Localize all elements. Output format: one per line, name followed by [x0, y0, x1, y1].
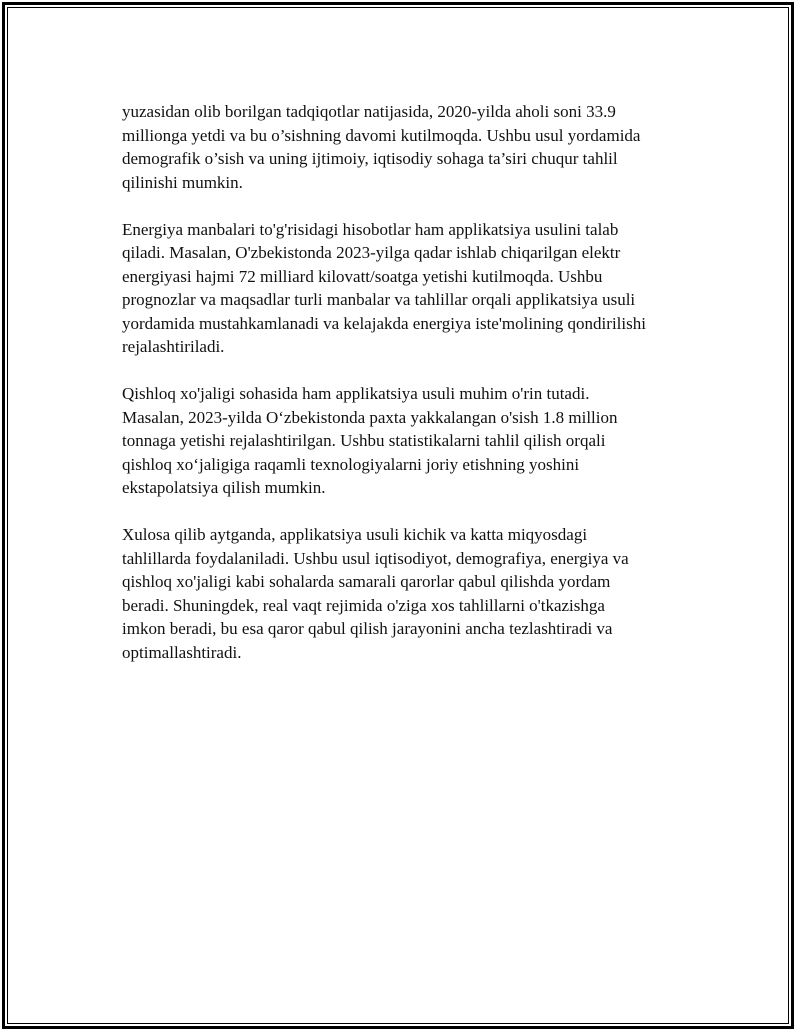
- text-line: Qishloq xo'jaligi sohasida ham applikatsiya usuli muhim o'rin tutadi.: [122, 384, 590, 403]
- text-line: tahlillarda foydalaniladi. Ushbu usul iqtisodiyot, demografiya, energiya va: [122, 548, 629, 568]
- text-line: yordamida mustahkamlanadi va kelajakda energiya iste'molining qondirilishi: [122, 313, 646, 333]
- text-line: yuzasidan olib borilgan tadqiqotlar natijasida, 2020-yilda aholi soni 33.9: [122, 102, 616, 121]
- text-line: Masalan, 2023-yilda O‘zbekistonda paxta yakkalangan o'sish 1.8 million: [122, 407, 618, 427]
- text-line: Energiya manbalari to'g'risidagi hisobotlar ham applikatsiya usulini talab: [122, 219, 619, 239]
- text-line: rejalashtiriladi.: [122, 337, 225, 356]
- text-line: tonnaga yetishi rejalashtirilgan. Ushbu statistikalarni tahlil qilish orqali: [122, 431, 606, 450]
- paragraph-1: [122, 100, 702, 194]
- text-line: prognozlar va maqsadlar turli manbalar va tahlillar orqali applikatsiya usuli: [122, 290, 636, 309]
- page-border: [2, 2, 794, 1029]
- text-line: imkon beradi, bu esa qaror qabul qilish jarayonini ancha tezlashtiradi va: [122, 619, 613, 638]
- text-line: qilinishi mumkin.: [122, 172, 243, 192]
- text-line: millionga yetdi va bu o’sishning davomi kutilmoqda. Ushbu usul yordamida: [122, 125, 641, 145]
- text-line: ekstapolatsiya qilish mumkin.: [122, 478, 326, 497]
- paragraph-4: [122, 523, 702, 664]
- document-body: [122, 100, 702, 664]
- text-line: qiladi. Masalan, O'zbekistonda 2023-yilga qadar ishlab chiqarilgan elektr: [122, 243, 621, 262]
- text-line: Xulosa qilib aytganda, applikatsiya usuli kichik va katta miqyosdagi: [122, 525, 588, 544]
- text-line: qishloq xo‘jaligiga raqamli texnologiyalarni joriy etishning yoshini: [122, 454, 580, 474]
- text-line: energiyasi hajmi 72 milliard kilovatt/soatga yetishi kutilmoqda. Ushbu: [122, 266, 603, 286]
- text-line: optimallashtiradi.: [122, 642, 242, 662]
- text-line: demografik o’sish va uning ijtimoiy, iqtisodiy sohaga ta’siri chuqur tahlil: [122, 149, 618, 168]
- text-line: beradi. Shuningdek, real vaqt rejimida o'ziga xos tahlillarni o'tkazishga: [122, 595, 605, 615]
- paragraph-2: [122, 218, 702, 359]
- text-line: qishloq xo'jaligi kabi sohalarda samarali qarorlar qabul qilishda yordam: [122, 572, 611, 591]
- paragraph-3: [122, 382, 702, 500]
